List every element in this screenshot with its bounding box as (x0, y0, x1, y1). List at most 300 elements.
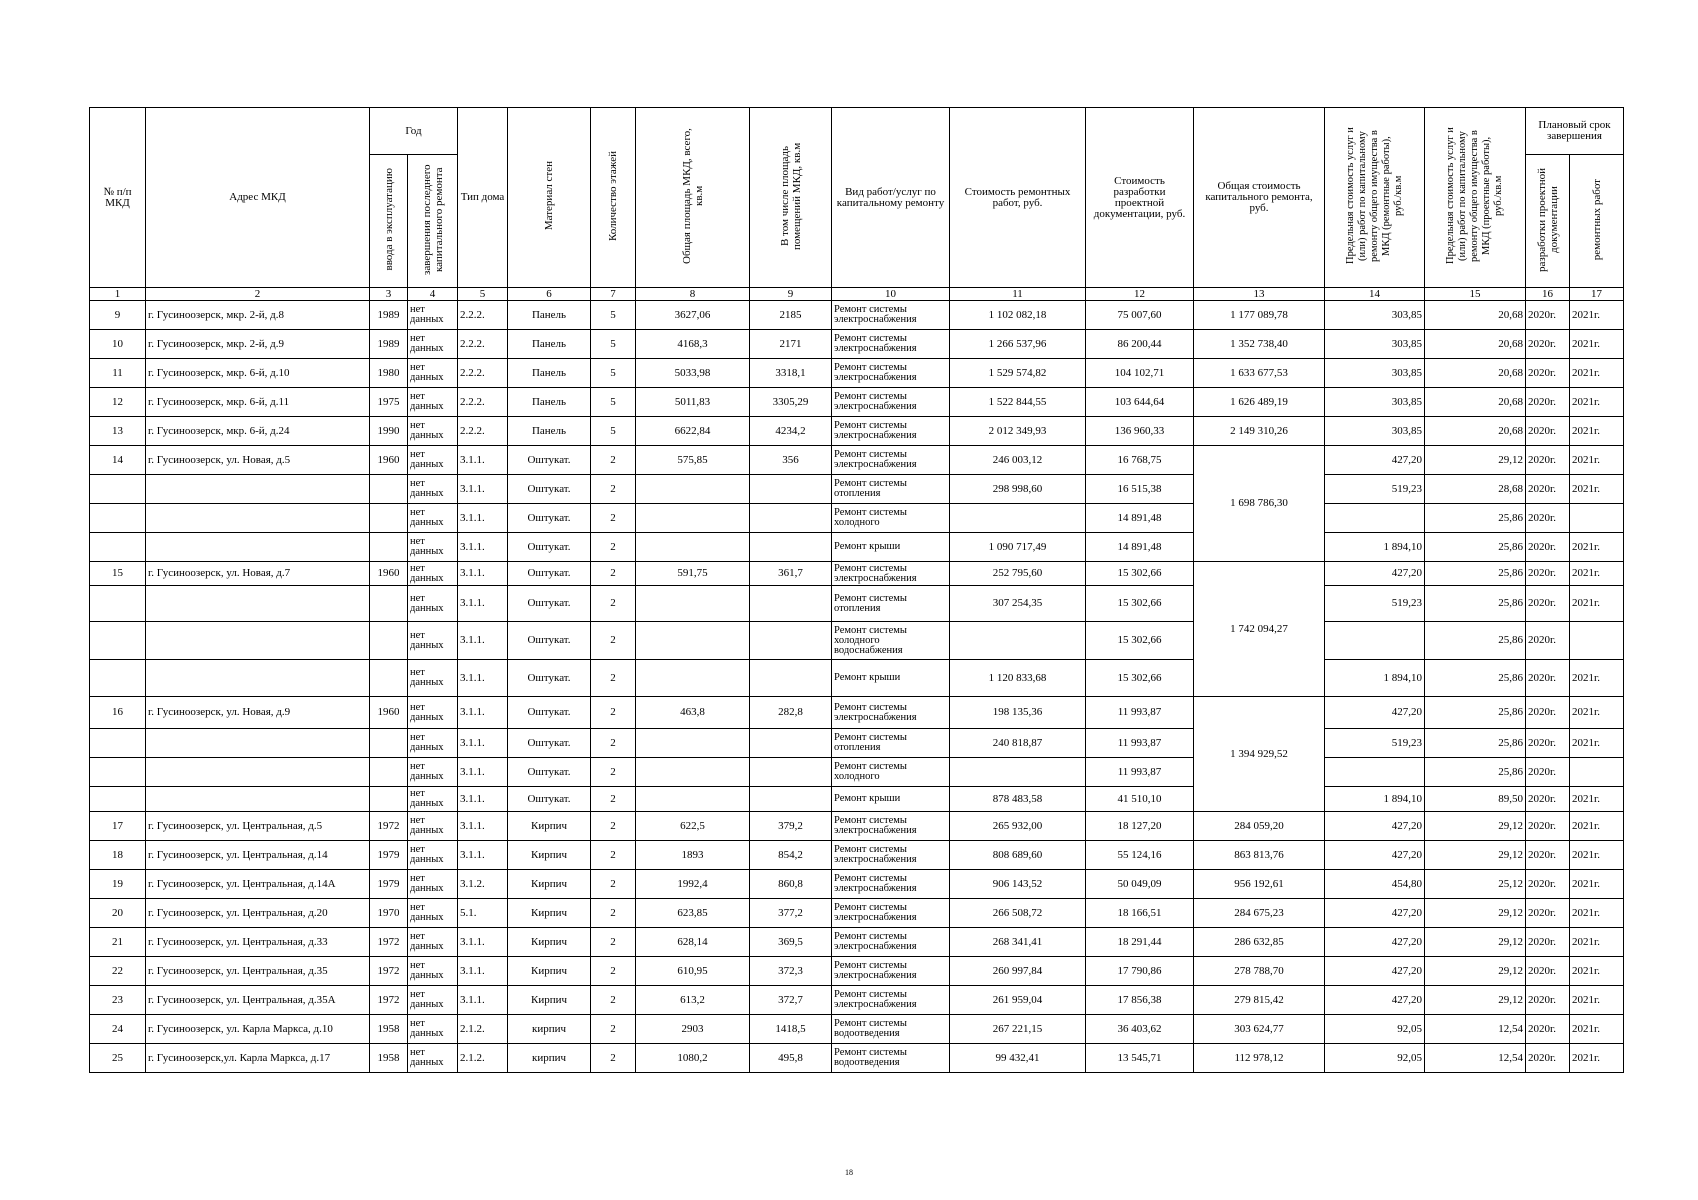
header-premises-area: В том числе площадь помещений МКД, кв.м (750, 108, 832, 288)
cell-premises-area (750, 729, 832, 758)
header-house-type: Тип дома (458, 108, 508, 288)
cell-house-type: 2.2.2. (458, 330, 508, 359)
cell-year-commission: 1960 (370, 697, 408, 729)
cell-house-type: 3.1.1. (458, 446, 508, 475)
cell-design-cost: 86 200,44 (1086, 330, 1194, 359)
cell-plan-design: 2020г. (1526, 622, 1570, 660)
page-number: 18 (845, 1168, 853, 1177)
cell-floors: 5 (591, 330, 636, 359)
header-limit-design: Предельная стоимость услуг и (или) работ по капитальному ремонту общего имущества в МКД (проектные работы), руб./кв.м (1425, 108, 1526, 288)
cell-work-type: Ремонт крыши (832, 660, 950, 697)
cell-plan-repair: 2021г. (1570, 986, 1624, 1015)
cell-year-last-repair: нет данных (408, 899, 458, 928)
cell-year-commission: 1958 (370, 1044, 408, 1073)
cell-floors: 2 (591, 446, 636, 475)
cell-premises-area: 379,2 (750, 812, 832, 841)
cell-limit-repair: 427,20 (1325, 562, 1425, 586)
cell-floors: 2 (591, 957, 636, 986)
cell-row-number: 22 (90, 957, 146, 986)
cell-limit-design: 12,54 (1425, 1044, 1526, 1073)
cell-work-type: Ремонт системы электроснабжения (832, 301, 950, 330)
header-floors: Количество этажей (591, 108, 636, 288)
cell-repair-cost (950, 504, 1086, 533)
cell-limit-repair: 427,20 (1325, 928, 1425, 957)
cell-row-number: 25 (90, 1044, 146, 1073)
cell-floors: 2 (591, 660, 636, 697)
cell-wall-material: кирпич (508, 1044, 591, 1073)
cell-floors: 2 (591, 986, 636, 1015)
cell-floors: 5 (591, 301, 636, 330)
column-number: 4 (408, 288, 458, 301)
header-plan-design: разработки проектной документации (1526, 155, 1570, 288)
cell-limit-repair: 303,85 (1325, 301, 1425, 330)
cell-limit-repair: 427,20 (1325, 697, 1425, 729)
cell-plan-repair: 2021г. (1570, 729, 1624, 758)
cell-year-commission: 1989 (370, 301, 408, 330)
cell-row-number: 19 (90, 870, 146, 899)
cell-total-cost: 1 633 677,53 (1194, 359, 1325, 388)
cell-work-type: Ремонт системы отопления (832, 586, 950, 622)
cell-premises-area (750, 660, 832, 697)
cell-work-type: Ремонт системы отопления (832, 475, 950, 504)
cell-house-type: 3.1.1. (458, 562, 508, 586)
cell-floors: 5 (591, 359, 636, 388)
cell-address: г. Гусиноозерск, мкр. 2-й, д.8 (146, 301, 370, 330)
cell-total-cost: 286 632,85 (1194, 928, 1325, 957)
cell-wall-material: Панель (508, 301, 591, 330)
cell-premises-area: 372,7 (750, 986, 832, 1015)
cell-premises-area (750, 586, 832, 622)
cell-premises-area (750, 787, 832, 812)
cell-year-commission (370, 622, 408, 660)
header-work-type: Вид работ/услуг по капитальному ремонту (832, 108, 950, 288)
column-number: 16 (1526, 288, 1570, 301)
cell-row-number (90, 504, 146, 533)
cell-total-area (636, 660, 750, 697)
cell-work-type: Ремонт системы электроснабжения (832, 562, 950, 586)
cell-work-type: Ремонт системы электроснабжения (832, 697, 950, 729)
cell-design-cost: 11 993,87 (1086, 729, 1194, 758)
cell-row-number: 9 (90, 301, 146, 330)
cell-row-number (90, 758, 146, 787)
cell-total-area (636, 504, 750, 533)
cell-repair-cost: 808 689,60 (950, 841, 1086, 870)
cell-year-commission: 1958 (370, 1015, 408, 1044)
cell-wall-material: Оштукат. (508, 446, 591, 475)
cell-floors: 2 (591, 1044, 636, 1073)
cell-house-type: 3.1.1. (458, 841, 508, 870)
cell-plan-repair: 2021г. (1570, 301, 1624, 330)
cell-plan-repair: 2021г. (1570, 928, 1624, 957)
cell-total-area: 6622,84 (636, 417, 750, 446)
cell-limit-design: 25,12 (1425, 870, 1526, 899)
cell-limit-design: 29,12 (1425, 928, 1526, 957)
cell-total-cost: 284 059,20 (1194, 812, 1325, 841)
cell-repair-cost: 268 341,41 (950, 928, 1086, 957)
column-number: 8 (636, 288, 750, 301)
column-number: 5 (458, 288, 508, 301)
header-year: Год (370, 108, 458, 155)
column-number: 1 (90, 288, 146, 301)
cell-total-area: 1893 (636, 841, 750, 870)
cell-plan-design: 2020г. (1526, 899, 1570, 928)
cell-year-commission: 1990 (370, 417, 408, 446)
table-row (90, 729, 1624, 758)
table-header (90, 108, 1624, 301)
cell-floors: 2 (591, 562, 636, 586)
cell-design-cost: 15 302,66 (1086, 586, 1194, 622)
cell-address (146, 622, 370, 660)
cell-address (146, 533, 370, 562)
cell-address: г. Гусиноозерск, мкр. 6-й, д.10 (146, 359, 370, 388)
cell-year-commission (370, 504, 408, 533)
cell-year-commission: 1972 (370, 957, 408, 986)
cell-floors: 2 (591, 475, 636, 504)
cell-year-commission: 1970 (370, 899, 408, 928)
header-wall-material: Материал стен (508, 108, 591, 288)
cell-limit-repair (1325, 622, 1425, 660)
cell-plan-design: 2020г. (1526, 870, 1570, 899)
cell-wall-material: Панель (508, 330, 591, 359)
cell-limit-repair: 92,05 (1325, 1044, 1425, 1073)
cell-repair-cost: 246 003,12 (950, 446, 1086, 475)
cell-row-number (90, 622, 146, 660)
cell-wall-material: Оштукат. (508, 562, 591, 586)
cell-premises-area: 282,8 (750, 697, 832, 729)
cell-house-type: 5.1. (458, 899, 508, 928)
cell-plan-repair: 2021г. (1570, 841, 1624, 870)
cell-total-area: 623,85 (636, 899, 750, 928)
cell-limit-design: 25,86 (1425, 758, 1526, 787)
cell-design-cost: 14 891,48 (1086, 533, 1194, 562)
cell-floors: 2 (591, 697, 636, 729)
table-row (90, 622, 1624, 660)
cell-repair-cost: 261 959,04 (950, 986, 1086, 1015)
cell-row-number: 12 (90, 388, 146, 417)
column-number: 9 (750, 288, 832, 301)
cell-total-cost: 1 352 738,40 (1194, 330, 1325, 359)
cell-design-cost: 75 007,60 (1086, 301, 1194, 330)
column-number: 7 (591, 288, 636, 301)
cell-address: г. Гусиноозерск, мкр. 2-й, д.9 (146, 330, 370, 359)
cell-total-cost: 278 788,70 (1194, 957, 1325, 986)
cell-total-area (636, 533, 750, 562)
cell-work-type: Ремонт системы электроснабжения (832, 957, 950, 986)
cell-plan-design: 2020г. (1526, 660, 1570, 697)
cell-limit-design: 12,54 (1425, 1015, 1526, 1044)
cell-limit-design: 20,68 (1425, 359, 1526, 388)
cell-plan-design: 2020г. (1526, 986, 1570, 1015)
cell-year-last-repair: нет данных (408, 359, 458, 388)
cell-plan-design: 2020г. (1526, 586, 1570, 622)
column-number: 11 (950, 288, 1086, 301)
cell-row-number (90, 729, 146, 758)
cell-work-type: Ремонт системы электроснабжения (832, 330, 950, 359)
cell-limit-repair: 427,20 (1325, 899, 1425, 928)
cell-plan-design: 2020г. (1526, 388, 1570, 417)
cell-year-commission (370, 586, 408, 622)
cell-repair-cost: 878 483,58 (950, 787, 1086, 812)
cell-wall-material: Оштукат. (508, 622, 591, 660)
cell-premises-area: 1418,5 (750, 1015, 832, 1044)
cell-row-number: 23 (90, 986, 146, 1015)
cell-work-type: Ремонт системы электроснабжения (832, 870, 950, 899)
cell-total-area: 613,2 (636, 986, 750, 1015)
cell-design-cost: 103 644,64 (1086, 388, 1194, 417)
column-number: 2 (146, 288, 370, 301)
cell-address (146, 758, 370, 787)
cell-house-type: 3.1.1. (458, 697, 508, 729)
cell-address: г. Гусиноозерск, ул. Новая, д.9 (146, 697, 370, 729)
cell-plan-design: 2020г. (1526, 562, 1570, 586)
column-number: 17 (1570, 288, 1624, 301)
cell-design-cost: 36 403,62 (1086, 1015, 1194, 1044)
cell-address (146, 660, 370, 697)
cell-year-commission: 1972 (370, 812, 408, 841)
cell-total-area: 628,14 (636, 928, 750, 957)
cell-wall-material: Кирпич (508, 957, 591, 986)
header-year-last-repair: завершения последнего капитального ремонта (408, 155, 458, 288)
cell-year-commission: 1972 (370, 928, 408, 957)
cell-limit-design: 25,86 (1425, 586, 1526, 622)
cell-limit-repair: 303,85 (1325, 417, 1425, 446)
cell-address (146, 504, 370, 533)
cell-row-number: 15 (90, 562, 146, 586)
cell-house-type: 3.1.1. (458, 504, 508, 533)
column-number: 15 (1425, 288, 1526, 301)
cell-house-type: 3.1.1. (458, 475, 508, 504)
cell-limit-repair: 92,05 (1325, 1015, 1425, 1044)
cell-total-cost: 863 813,76 (1194, 841, 1325, 870)
table-row (90, 330, 1624, 359)
cell-repair-cost (950, 622, 1086, 660)
cell-plan-design: 2020г. (1526, 957, 1570, 986)
cell-house-type: 3.1.1. (458, 586, 508, 622)
table-row (90, 359, 1624, 388)
cell-plan-design: 2020г. (1526, 1015, 1570, 1044)
cell-total-area (636, 622, 750, 660)
cell-design-cost: 136 960,33 (1086, 417, 1194, 446)
cell-floors: 2 (591, 812, 636, 841)
cell-wall-material: Кирпич (508, 870, 591, 899)
cell-plan-design: 2020г. (1526, 330, 1570, 359)
cell-year-commission (370, 729, 408, 758)
cell-premises-area: 854,2 (750, 841, 832, 870)
cell-house-type: 3.1.1. (458, 928, 508, 957)
cell-work-type: Ремонт системы электроснабжения (832, 986, 950, 1015)
cell-total-cost: 1 394 929,52 (1194, 697, 1325, 812)
cell-house-type: 3.1.1. (458, 622, 508, 660)
cell-plan-design: 2020г. (1526, 446, 1570, 475)
cell-design-cost: 17 856,38 (1086, 986, 1194, 1015)
cell-premises-area: 369,5 (750, 928, 832, 957)
cell-work-type: Ремонт крыши (832, 533, 950, 562)
cell-year-last-repair: нет данных (408, 586, 458, 622)
cell-row-number: 10 (90, 330, 146, 359)
cell-address: г. Гусиноозерск, ул. Новая, д.7 (146, 562, 370, 586)
table-row (90, 388, 1624, 417)
table-row (90, 841, 1624, 870)
cell-total-area: 575,85 (636, 446, 750, 475)
cell-repair-cost: 1 266 537,96 (950, 330, 1086, 359)
cell-row-number: 20 (90, 899, 146, 928)
cell-premises-area: 3318,1 (750, 359, 832, 388)
header-repair-cost: Стоимость ремонтных работ, руб. (950, 108, 1086, 288)
header-plan-term: Плановый срок завершения (1526, 108, 1624, 155)
cell-year-last-repair: нет данных (408, 1015, 458, 1044)
cell-premises-area (750, 622, 832, 660)
table-row (90, 586, 1624, 622)
cell-wall-material: Оштукат. (508, 586, 591, 622)
cell-design-cost: 17 790,86 (1086, 957, 1194, 986)
cell-row-number: 13 (90, 417, 146, 446)
cell-wall-material: Оштукат. (508, 787, 591, 812)
cell-total-area: 2903 (636, 1015, 750, 1044)
cell-plan-design: 2020г. (1526, 758, 1570, 787)
cell-limit-repair: 519,23 (1325, 475, 1425, 504)
cell-premises-area: 4234,2 (750, 417, 832, 446)
cell-wall-material: Кирпич (508, 899, 591, 928)
cell-year-last-repair: нет данных (408, 533, 458, 562)
cell-plan-repair: 2021г. (1570, 475, 1624, 504)
cell-repair-cost: 1 120 833,68 (950, 660, 1086, 697)
cell-year-commission: 1989 (370, 330, 408, 359)
cell-row-number: 14 (90, 446, 146, 475)
header-plan-repair: ремонтных работ (1570, 155, 1624, 288)
cell-house-type: 3.1.1. (458, 986, 508, 1015)
cell-plan-design: 2020г. (1526, 729, 1570, 758)
cell-limit-design: 29,12 (1425, 446, 1526, 475)
cell-floors: 2 (591, 586, 636, 622)
cell-total-area: 591,75 (636, 562, 750, 586)
cell-premises-area (750, 504, 832, 533)
cell-year-last-repair: нет данных (408, 928, 458, 957)
cell-house-type: 2.2.2. (458, 417, 508, 446)
cell-total-cost: 284 675,23 (1194, 899, 1325, 928)
cell-repair-cost: 2 012 349,93 (950, 417, 1086, 446)
cell-limit-design: 28,68 (1425, 475, 1526, 504)
header-limit-repair: Предельная стоимость услуг и (или) работ по капитальному ремонту общего имущества в МКД (ремонтные работы), руб./кв.м (1325, 108, 1425, 288)
cell-premises-area: 361,7 (750, 562, 832, 586)
cell-house-type: 3.1.2. (458, 870, 508, 899)
cell-limit-repair: 303,85 (1325, 330, 1425, 359)
cell-total-area: 610,95 (636, 957, 750, 986)
cell-repair-cost: 1 090 717,49 (950, 533, 1086, 562)
cell-repair-cost: 1 529 574,82 (950, 359, 1086, 388)
cell-work-type: Ремонт системы электроснабжения (832, 359, 950, 388)
cell-work-type: Ремонт крыши (832, 787, 950, 812)
cell-year-last-repair: нет данных (408, 504, 458, 533)
cell-limit-design: 29,12 (1425, 899, 1526, 928)
cell-row-number: 24 (90, 1015, 146, 1044)
cell-address: г. Гусиноозерск, ул. Центральная, д.33 (146, 928, 370, 957)
cell-plan-design: 2020г. (1526, 841, 1570, 870)
cell-work-type: Ремонт системы электроснабжения (832, 417, 950, 446)
cell-wall-material: Оштукат. (508, 504, 591, 533)
cell-wall-material: Оштукат. (508, 758, 591, 787)
cell-house-type: 3.1.1. (458, 787, 508, 812)
cell-row-number (90, 660, 146, 697)
cell-year-last-repair: нет данных (408, 758, 458, 787)
cell-row-number (90, 787, 146, 812)
table-row (90, 928, 1624, 957)
table-row (90, 1015, 1624, 1044)
cell-work-type: Ремонт системы холодного (832, 758, 950, 787)
cell-total-cost: 1 698 786,30 (1194, 446, 1325, 562)
cell-limit-design: 29,12 (1425, 841, 1526, 870)
cell-total-cost: 112 978,12 (1194, 1044, 1325, 1073)
cell-limit-repair: 303,85 (1325, 388, 1425, 417)
cell-work-type: Ремонт системы электроснабжения (832, 899, 950, 928)
cell-wall-material: Панель (508, 388, 591, 417)
cell-repair-cost: 266 508,72 (950, 899, 1086, 928)
cell-year-last-repair: нет данных (408, 330, 458, 359)
cell-house-type: 3.1.1. (458, 812, 508, 841)
cell-year-commission: 1960 (370, 446, 408, 475)
cell-plan-repair: 2021г. (1570, 1044, 1624, 1073)
cell-design-cost: 16 515,38 (1086, 475, 1194, 504)
cell-limit-design: 25,86 (1425, 660, 1526, 697)
cell-plan-repair: 2021г. (1570, 899, 1624, 928)
cell-floors: 2 (591, 928, 636, 957)
header-total-area: Общая площадь МКД, всего, кв.м (636, 108, 750, 288)
cell-year-last-repair: нет данных (408, 957, 458, 986)
cell-design-cost: 15 302,66 (1086, 562, 1194, 586)
cell-limit-design: 20,68 (1425, 301, 1526, 330)
cell-limit-design: 29,12 (1425, 986, 1526, 1015)
cell-wall-material: Панель (508, 359, 591, 388)
cell-repair-cost: 265 932,00 (950, 812, 1086, 841)
cell-plan-repair: 2021г. (1570, 660, 1624, 697)
cell-limit-repair (1325, 504, 1425, 533)
cell-address: г. Гусиноозерск, ул. Карла Маркса, д.10 (146, 1015, 370, 1044)
cell-row-number: 17 (90, 812, 146, 841)
cell-premises-area (750, 533, 832, 562)
cell-design-cost: 14 891,48 (1086, 504, 1194, 533)
cell-limit-design: 29,12 (1425, 812, 1526, 841)
cell-work-type: Ремонт системы отопления (832, 729, 950, 758)
cell-row-number (90, 586, 146, 622)
cell-year-commission: 1975 (370, 388, 408, 417)
cell-premises-area: 2185 (750, 301, 832, 330)
column-numbers-row (90, 288, 1624, 301)
table-row (90, 758, 1624, 787)
cell-plan-repair: 2021г. (1570, 957, 1624, 986)
cell-plan-repair: 2021г. (1570, 330, 1624, 359)
cell-floors: 5 (591, 417, 636, 446)
cell-design-cost: 55 124,16 (1086, 841, 1194, 870)
table-row (90, 504, 1624, 533)
cell-year-last-repair: нет данных (408, 562, 458, 586)
cell-plan-design: 2020г. (1526, 301, 1570, 330)
cell-total-area: 5033,98 (636, 359, 750, 388)
cell-design-cost: 15 302,66 (1086, 660, 1194, 697)
header-year-commission: ввода в эксплуатацию (370, 155, 408, 288)
table-row (90, 697, 1624, 729)
cell-premises-area: 860,8 (750, 870, 832, 899)
cell-repair-cost: 252 795,60 (950, 562, 1086, 586)
cell-wall-material: Оштукат. (508, 660, 591, 697)
cell-floors: 2 (591, 758, 636, 787)
cell-limit-design: 20,68 (1425, 388, 1526, 417)
cell-wall-material: Кирпич (508, 812, 591, 841)
cell-wall-material: Оштукат. (508, 729, 591, 758)
cell-design-cost: 15 302,66 (1086, 622, 1194, 660)
cell-repair-cost: 240 818,87 (950, 729, 1086, 758)
cell-wall-material: Оштукат. (508, 697, 591, 729)
cell-year-commission (370, 787, 408, 812)
cell-plan-design: 2020г. (1526, 475, 1570, 504)
